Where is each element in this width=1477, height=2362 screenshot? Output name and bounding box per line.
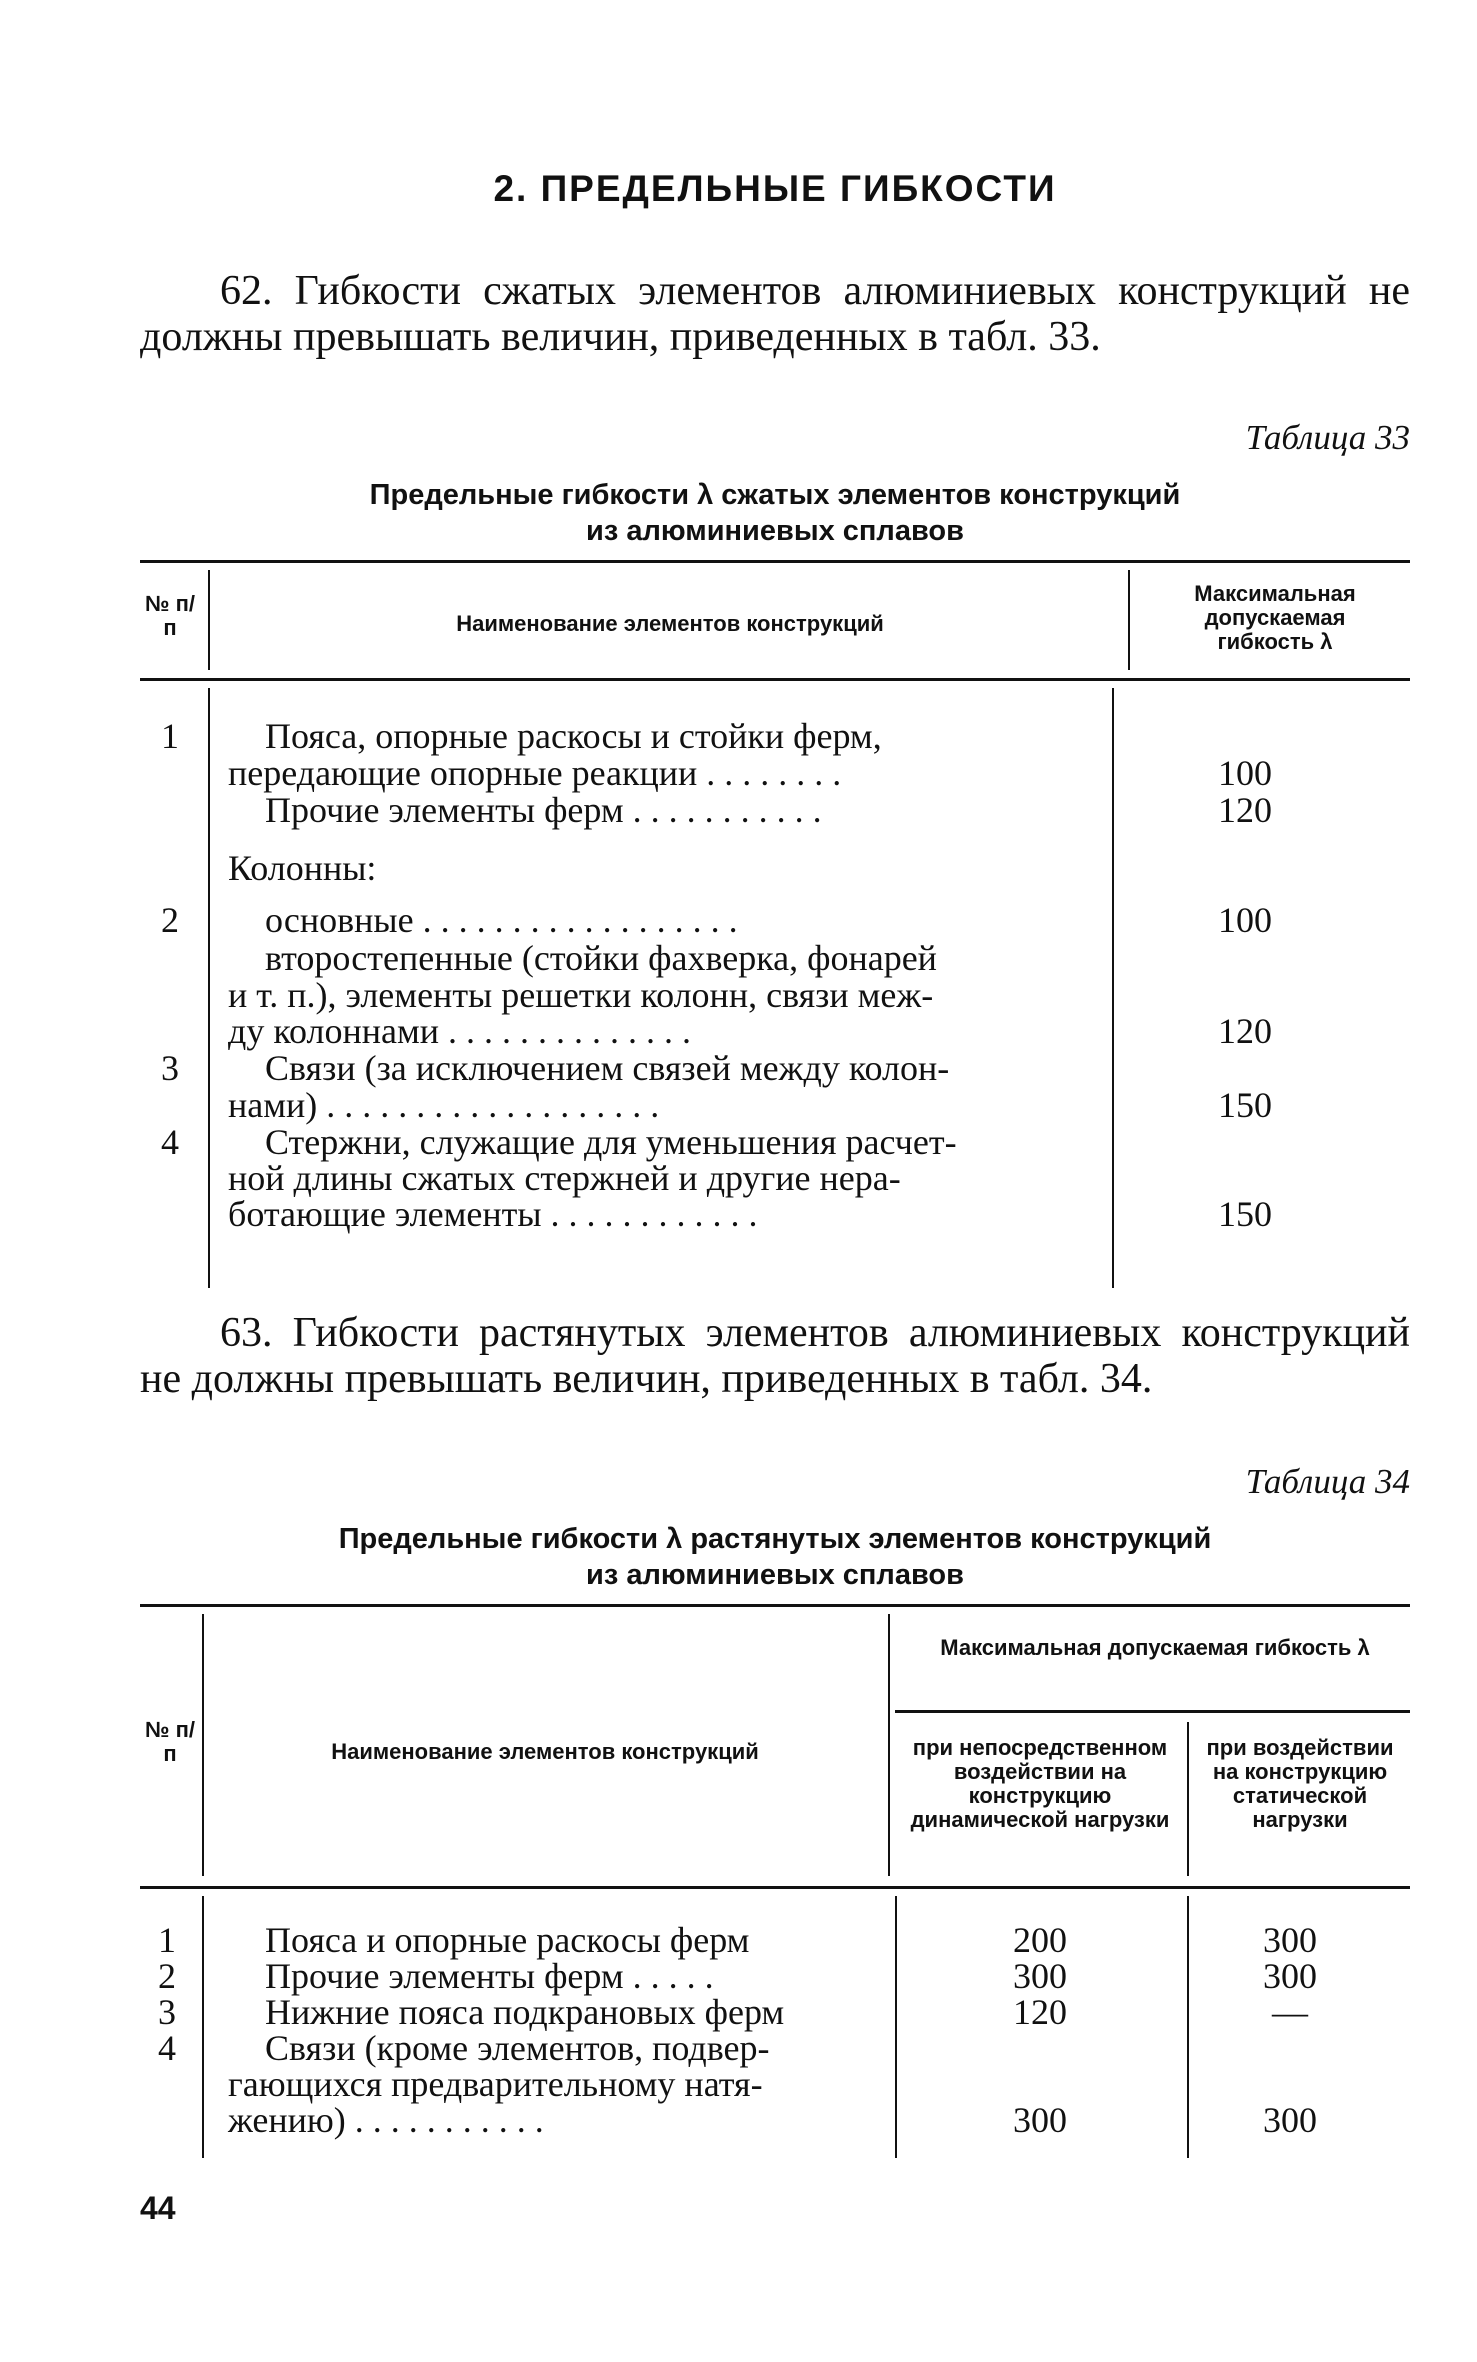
table-33-row-num: 3: [161, 1048, 179, 1088]
table-33-divider: [208, 570, 210, 670]
table-33-row-text: Колонны:: [228, 848, 377, 888]
table-34-row-dynamic: 120: [1013, 1992, 1067, 2032]
table-33-row-text: второстепенные (стойки фахверка, фонарей: [265, 938, 937, 978]
table-33-row-text: Прочие элементы ферм . . . . . . . . . . .: [265, 790, 822, 830]
table-33-row-text: Стержни, служащие для уменьшения расчет-: [265, 1122, 957, 1162]
table-33-caption-line2: из алюминиевых сплавов: [586, 515, 964, 547]
table-34-row-text: Пояса и опорные раскосы ферм: [265, 1920, 750, 1960]
paragraph-63: 63. Гибкости растянутых элементов алюминиевых конструкций не должны превышать величин, приведенных в табл. 34.: [140, 1310, 1410, 1402]
table-33-row-num: 1: [161, 716, 179, 756]
table-34-caption-line2: из алюминиевых сплавов: [586, 1559, 964, 1591]
table-33-row-text: передающие опорные реакции . . . . . . . .: [228, 753, 842, 793]
table-33-row-text: Связи (за исключением связей между колон-: [265, 1048, 950, 1088]
table-34-row-text: жению) . . . . . . . . . . .: [228, 2100, 544, 2140]
table-33-row-value: 120: [1218, 790, 1272, 830]
table-33-row-text: и т. п.), элементы решетки колонн, связи меж-: [228, 975, 934, 1015]
table-34-row-text: Прочие элементы ферм . . . . .: [265, 1956, 714, 1996]
table-34-divider: [1187, 1722, 1189, 1876]
table-33-header-value: Максимальная допускаемая гибкость λ: [1194, 581, 1356, 654]
table-34-row-text: гающихся предварительному натя-: [228, 2064, 763, 2104]
table-33-header-name: Наименование элементов конструкций: [456, 611, 884, 636]
table-34-row-static: 300: [1263, 2100, 1317, 2140]
table-33-divider: [1128, 570, 1130, 670]
table-34-header-dynamic: при непосредственном воздействии на конструкцию динамической нагрузки: [910, 1735, 1170, 1832]
table-34-row-text: Нижние пояса подкрановых ферм: [265, 1992, 785, 2032]
table-33-divider: [1112, 688, 1114, 1288]
table-33-row-num: 4: [161, 1122, 179, 1162]
table-34-top-rule: [140, 1604, 1410, 1607]
table-34-divider: [202, 1896, 204, 2158]
table-34-row-num: 3: [158, 1992, 176, 2032]
table-34-header-name: Наименование элементов конструкций: [331, 1739, 759, 1764]
table-34-row-text: Связи (кроме элементов, подвер-: [265, 2028, 770, 2068]
table-34-caption-line1: Предельные гибкости λ растянутых элементов конструкций: [338, 1523, 1212, 1555]
section-title: 2. ПРЕДЕЛЬНЫЕ ГИБКОСТИ: [493, 168, 1057, 209]
table-33-row-value: 100: [1218, 753, 1272, 793]
document-page: [140, 0, 1410, 2362]
table-33-row-text: ду колоннами . . . . . . . . . . . . . .: [228, 1011, 692, 1051]
table-33-row-value: 120: [1218, 1011, 1272, 1051]
table-33-top-rule: [140, 560, 1410, 563]
table-34-divider: [888, 1614, 890, 1876]
table-33-row-text: Пояса, опорные раскосы и стойки ферм,: [265, 716, 882, 756]
table-33-header-rule: [140, 678, 1410, 681]
table-34-header-num: № п/п: [144, 1717, 196, 1766]
table-34-header-static: при воздействии на конструкцию статической нагрузки: [1206, 1735, 1394, 1832]
table-33-row-text: основные . . . . . . . . . . . . . . . . . .: [265, 900, 738, 940]
table-33-row-text: ботающие элементы . . . . . . . . . . . .: [228, 1194, 758, 1234]
page-number: 44: [140, 2190, 176, 2226]
table-33-caption-line1: Предельные гибкости λ сжатых элементов конструкций: [369, 479, 1181, 511]
table-33-row-text: нами) . . . . . . . . . . . . . . . . . . .: [228, 1085, 660, 1125]
table-33-header-num: № п/п: [144, 591, 196, 640]
table-33-row-num: 2: [161, 900, 179, 940]
table-34-row-static: 300: [1263, 1920, 1317, 1960]
table-34-subheader-rule: [895, 1710, 1410, 1713]
table-33-label: Таблица 33: [1245, 418, 1410, 457]
table-34-row-static: 300: [1263, 1956, 1317, 1996]
table-33-divider: [208, 688, 210, 1288]
table-33-row-value: 100: [1218, 900, 1272, 940]
table-34-row-dynamic: 300: [1013, 1956, 1067, 1996]
table-33-row-text: ной длины сжатых стержней и другие нера-: [228, 1158, 901, 1198]
table-34-divider: [202, 1614, 204, 1876]
table-34-row-static: —: [1272, 1992, 1308, 2032]
table-34-row-dynamic: 300: [1013, 2100, 1067, 2140]
table-34-row-num: 2: [158, 1956, 176, 1996]
table-34-divider: [1187, 1896, 1189, 2158]
table-33-row-value: 150: [1218, 1194, 1272, 1234]
table-34-label: Таблица 34: [1245, 1462, 1410, 1501]
table-34-row-num: 4: [158, 2028, 176, 2068]
table-34-row-num: 1: [158, 1920, 176, 1960]
table-34-header-value-group: Максимальная допускаемая гибкость λ: [940, 1635, 1370, 1660]
paragraph-62: 62. Гибкости сжатых элементов алюминиевых конструкций не должны превышать величин, приведенных в табл. 33.: [140, 268, 1410, 360]
table-34-divider: [895, 1896, 897, 2158]
table-34-header-rule: [140, 1886, 1410, 1889]
table-33-row-value: 150: [1218, 1085, 1272, 1125]
table-34-row-dynamic: 200: [1013, 1920, 1067, 1960]
